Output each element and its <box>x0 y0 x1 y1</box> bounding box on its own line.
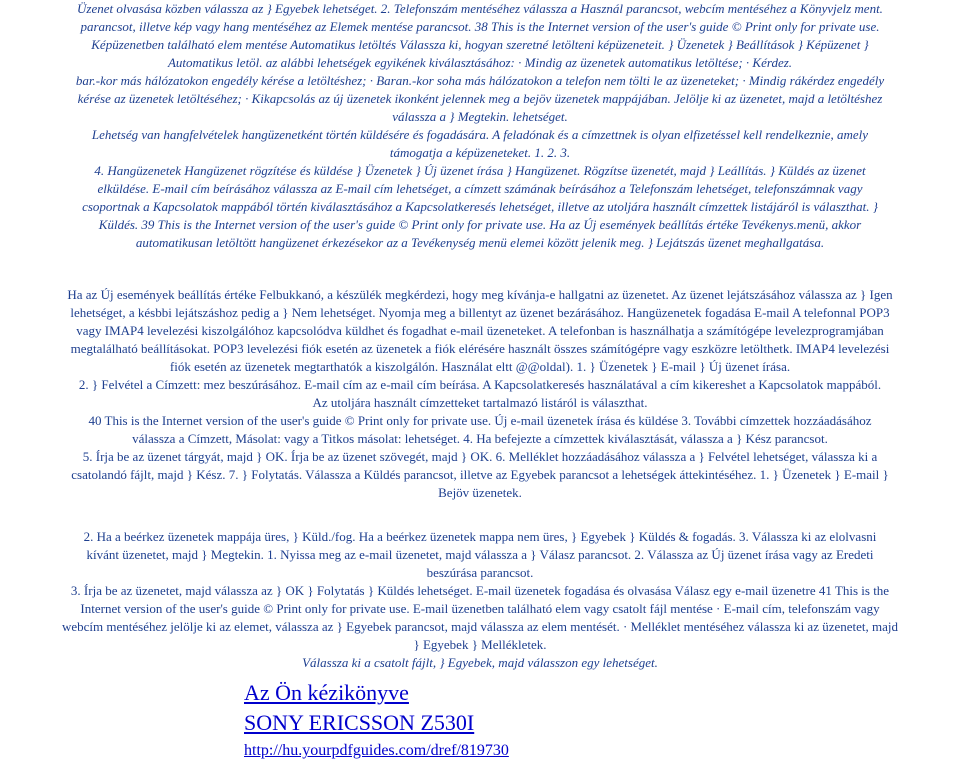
manual-title-link[interactable]: Az Ön kézikönyve <box>244 680 409 705</box>
text-line: Bejöv üzenetek. <box>438 485 522 500</box>
text-line: beszúrása parancsot. <box>426 565 534 580</box>
paragraph-block-3 <box>0 528 960 672</box>
text-line: válassza a } Megtekin. lehetséget. <box>392 109 568 124</box>
text-line: 5. Írja be az üzenet tárgyát, majd } OK. Írja be az üzenet szövegét, majd } OK. 6. Melléklet hozzáadásához válassza a } Felvétel lehetséget, válassza ki a <box>82 449 878 464</box>
text-line: webcím mentéséhez jelölje ki az elemet, válassza az } Egyebek parancsot, majd válassza az elem mentését. · Melléklet mentéséhez válassza ki az üzenetet, majd <box>61 619 899 634</box>
text-line: megtalálható beállításokat. POP3 levelezési fiók esetén az üzenetek a fiók elérésére használt összes számítógépre vagy eszközre letölthetk. IMAP4 levelezési <box>70 341 890 356</box>
text-line: vagy IMAP4 levelezési kiszolgálóhoz kapcsolódva küldhet és fogadhat e-mail üzeneteket. A telefonban is használhatja a számítógépe levelezprogramjában <box>76 323 884 338</box>
text-line: Üzenet olvasása közben válassza az } Egyebek lehetséget. 2. Telefonszám mentéséhez válassza a Használ parancsot, webcím mentéséhez a Könyvjelz ment. <box>77 1 883 16</box>
text-line: Ha az Új események beállítás értéke Felbukkanó, a készülék megkérdezi, hogy meg kívánja-e hallgatni az üzenetet. Az üzenet lejátszásához válassza az } Igen <box>67 287 893 302</box>
text-line: Automatikus letöl. az alábbi lehetségek egyikének kiválasztásához: · Mindig az üzenetek automatikus letöltése; · Kérdez. <box>167 55 793 70</box>
text-line: 4. Hangüzenetek Hangüzenet rögzítése és küldése } Üzenetek } Új üzenet írása } Hangüzenet. Rögzítse üzenetét, majd } Leállítás. } Küldés az üzenet <box>94 163 866 178</box>
text-line: 3. Írja be az üzenetet, majd válassza az } OK } Folytatás } Küldés lehetséget. E-mail üzenetek fogadása és olvasása Válasz egy e-mail üzenetre 41 This is the <box>70 583 890 598</box>
text-line: Képüzenetben található elem mentése Automatikus letöltés Válassza ki, hogyan szeretné letölteni képüzeneteit. } Üzenetek } Beállítások } Képüzenet } <box>91 37 869 52</box>
text-line: 40 This is the Internet version of the user's guide © Print only for private use. Új e-mail üzenetek írása és küldése 3. További címzettek hozzáadásához <box>88 413 872 428</box>
paragraph-block-1 <box>0 0 960 252</box>
text-line: válassza a Címzett, Másolat: vagy a Titkos másolat: lehetséget. 4. Ha befejezte a címzettek kiválasztását, válassza a } Kész parancsot. <box>132 431 828 446</box>
text-line: bar.-kor más hálózatokon engedély kérése a letöltéshez; · Baran.-kor soha más hálózatokon a telefon nem tölti le az üzeneteket; · Mindig rákérdez engedély <box>75 73 885 88</box>
text-line: automatikusan letöltött hangüzenet érkezésekor az a Tevékenység menü elemei között jelenik meg. } Lejátszás üzenet meghallgatása. <box>135 235 825 250</box>
text-line: parancsot, illetve kép vagy hang mentéséhez az Elemek mentése parancsot. 38 This is the Internet version of the user's guide © Print only for private use. <box>80 19 880 34</box>
text-line: fiók esetén az üzenetek megtarthatók a kiszolgálón. Használat eltt @@oldal). 1. } Üzenetek } E-mail } Új üzenet írása. <box>169 359 791 374</box>
text-line: csatolandó fájlt, majd } Kész. 7. } Folytatás. Válassza a Küldés parancsot, illetve az Egyebek parancsot a lehetségek áttekintéséhez. 1. } Üzenetek } E-mail } <box>71 467 889 482</box>
text-line: Internet version of the user's guide © Print only for private use. E-mail üzenetben található elem vagy csatolt fájl mentése · E-mail cím, telefonszám vagy <box>80 601 880 616</box>
text-line: 2. Ha a beérkez üzenetek mappája üres, } Küld./fog. Ha a beérkez üzenetek mappa nem üres, } Egyebek } Küldés & fogadás. 3. Válassza ki az elolvasni <box>83 529 877 544</box>
text-line: Az utoljára használt címzetteket tartalmazó listáról is választhat. <box>312 395 648 410</box>
text-line: Lehetség van hangfelvételek hangüzenetként történ küldésére és fogadására. A feladónak és a címzettnek is olyan elfizetéssel kell rendelkeznie, amely <box>91 127 869 142</box>
text-line: támogatja a képüzeneteket. 1. 2. 3. <box>389 145 571 160</box>
product-name-link[interactable]: SONY ERICSSON Z530I <box>244 710 475 735</box>
text-line: lehetséget, a késbbi lejátszáshoz pedig a } Nem lehetséget. Nyomja meg a billentyt az üzenet bezárásához. Hangüzenetek fogadása E-mail A telefonnal POP3 <box>70 305 890 320</box>
text-line: } Egyebek } Mellékletek. <box>413 637 547 652</box>
text-line: Válassza ki a csatolt fájlt, } Egyebek, majd válasszon egy lehetséget. <box>302 655 658 670</box>
text-line: Küldés. 39 This is the Internet version of the user's guide © Print only for private use. Ha az Új események beállítás értéke Tevékenys.menü, akkor <box>98 217 862 232</box>
text-line: kívánt üzenetet, majd } Megtekin. 1. Nyissa meg az e-mail üzenetet, majd válassza a } Válasz parancsot. 2. Válassza az Új üzenet írása vagy az Eredeti <box>86 547 874 562</box>
text-line: kérése az üzenetek letöltéséhez; · Kikapcsolás az új üzenetek ikonként jelennek meg a bejöv üzenetek mappájában. Jelölje ki az üzenetet, majd a letöltéshez <box>77 91 883 106</box>
text-line: csoportnak a Kapcsolatok mappából történ kiválasztásához a Kapcsolatkeresés lehetséget, illetve az utoljára használt címzettek listájáról is választhat. } <box>82 199 878 214</box>
source-url-link[interactable]: http://hu.yourpdfguides.com/dref/819730 <box>244 742 509 759</box>
text-line: 2. } Felvétel a Címzett: mez beszúrásához. E-mail cím az e-mail cím beírása. A Kapcsolatkeresés használatával a cím kikereshet a Kapcsolatok mappából. <box>78 377 882 392</box>
text-line: elküldése. E-mail cím beírásához válassza az E-mail cím lehetséget, a címzett számának beírásához a Telefonszám lehetséget, telefonszámnak vagy <box>97 181 863 196</box>
paragraph-block-2 <box>0 286 960 502</box>
